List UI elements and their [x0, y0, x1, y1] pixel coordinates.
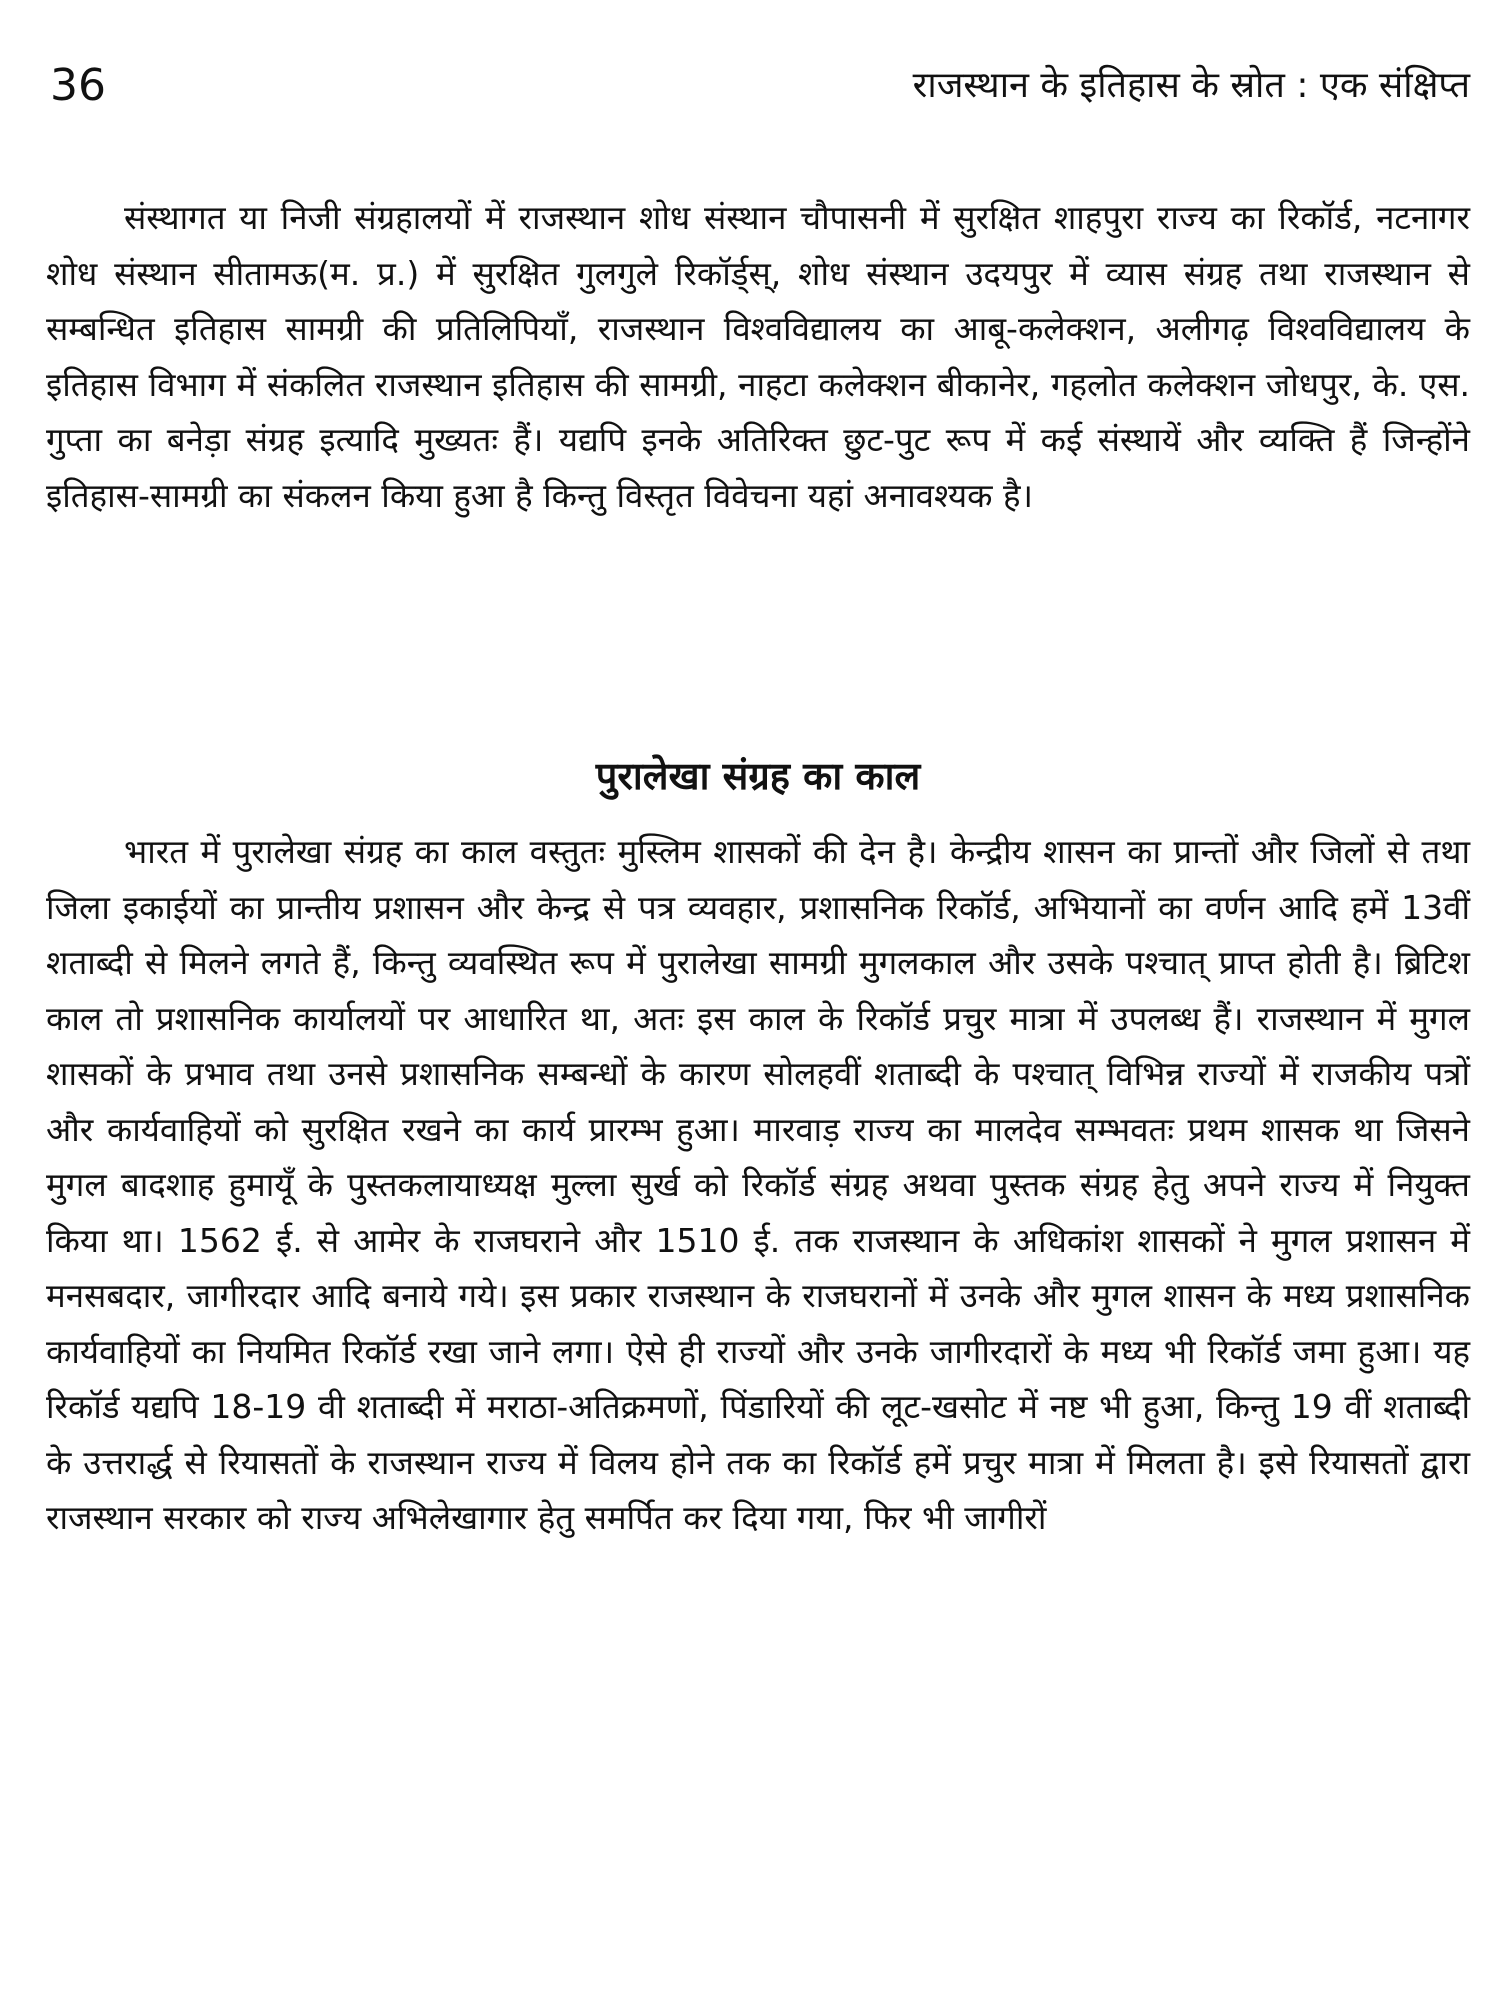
- paragraph-institutional-collections: संस्थागत या निजी संग्रहालयों में राजस्थान शोध संस्थान चौपासनी में सुरक्षित शाहपुरा राज्य का रिकॉर्ड, नटनागर शोध संस्थान सीतामऊ(म. प्र.) में सुरक्षित गुलगुले रिकॉर्ड्स्, शोध संस्थान उदयपुर में व्यास संग्रह तथा राजस्थान से सम्बन्धित इतिहास सामग्री की प्रतिलिपियाँ, राजस्थान विश्वविद्यालय का आबू-कलेक्शन, अलीगढ़ विश्वविद्यालय के इतिहास विभाग में संकलित राजस्थान इतिहास की सामग्री, नाहटा कलेक्शन बीकानेर, गहलोत कलेक्शन जोधपुर, के. एस. गुप्ता का बनेड़ा संग्रह इत्यादि मुख्यतः हैं। यद्यपि इनके अतिरिक्त छुट-पुट रूप में कई संस्थायें और व्यक्ति हैं जिन्होंने इतिहास-सामग्री का संकलन किया हुआ है किन्तु विस्तृत विवेचना यहां अनावश्यक है।: [46, 198, 1470, 515]
- page-header: [50, 56, 1470, 126]
- section-heading: पुरालेखा संग्रह का काल: [595, 754, 921, 798]
- paragraph-archive-period: भारत में पुरालेखा संग्रह का काल वस्तुतः मुस्लिम शासकों की देन है। केन्द्रीय शासन का प्रान्तों और जिलों से तथा जिला इकाईयों का प्रान्तीय प्रशासन और केन्द्र से पत्र व्यवहार, प्रशासनिक रिकॉर्ड, अभियानों का वर्णन आदि हमें 13वीं शताब्दी से मिलने लगते हैं, किन्तु व्यवस्थित रूप में पुरालेखा सामग्री मुगलकाल और उसके पश्चात् प्राप्त होती है। ब्रिटिश काल तो प्रशासनिक कार्यालयों पर आधारित था, अतः इस काल के रिकॉर्ड प्रचुर मात्रा में उपलब्ध हैं। राजस्थान में मुगल शासकों के प्रभाव तथा उनसे प्रशासनिक सम्बन्धों के कारण सोलहवीं शताब्दी के पश्चात् विभिन्न राज्यों में राजकीय पत्रों और कार्यवाहियों को सुरक्षित रखने का कार्य प्रारम्भ हुआ। मारवाड़ राज्य का मालदेव सम्भवतः प्रथम शासक था जिसने मुगल बादशाह हुमायूँ के पुस्तकलायाध्यक्ष मुल्ला सुर्ख को रिकॉर्ड संग्रह अथवा पुस्तक संग्रह हेतु अपने राज्य में नियुक्त किया था। 1562 ई. से आमेर के राजघराने और 1510 ई. तक राजस्थान के अधिकांश शासकों ने मुगल प्रशासन में मनसबदार, जागीरदार आदि बनाये गये। इस प्रकार राजस्थान के राजघरानों में उनके और मुगल शासन के मध्य प्रशासनिक कार्यवाहियों का नियमित रिकॉर्ड रखा जाने लगा। ऐसे ही राज्यों और उनके जागीरदारों के मध्य भी रिकॉर्ड जमा हुआ। यह रिकॉर्ड यद्यपि 18-19 वी शताब्दी में मराठा-अतिक्रमणों, पिंडारियों की लूट-खसोट में नष्ट भी हुआ, किन्तु 19 वीं शताब्दी के उत्तरार्द्ध से रियासतों के राजस्थान राज्य में विलय होने तक का रिकॉर्ड हमें प्रचुर मात्रा में मिलता है। इसे रियासतों द्वारा राजस्थान सरकार को राज्य अभिलेखागार हेतु समर्पित कर दिया गया, फिर भी जागीरों: [46, 832, 1470, 1537]
- running-title: राजस्थान के इतिहास के स्रोत : एक संक्षिप्त: [912, 65, 1470, 106]
- page-number: 36: [50, 60, 106, 111]
